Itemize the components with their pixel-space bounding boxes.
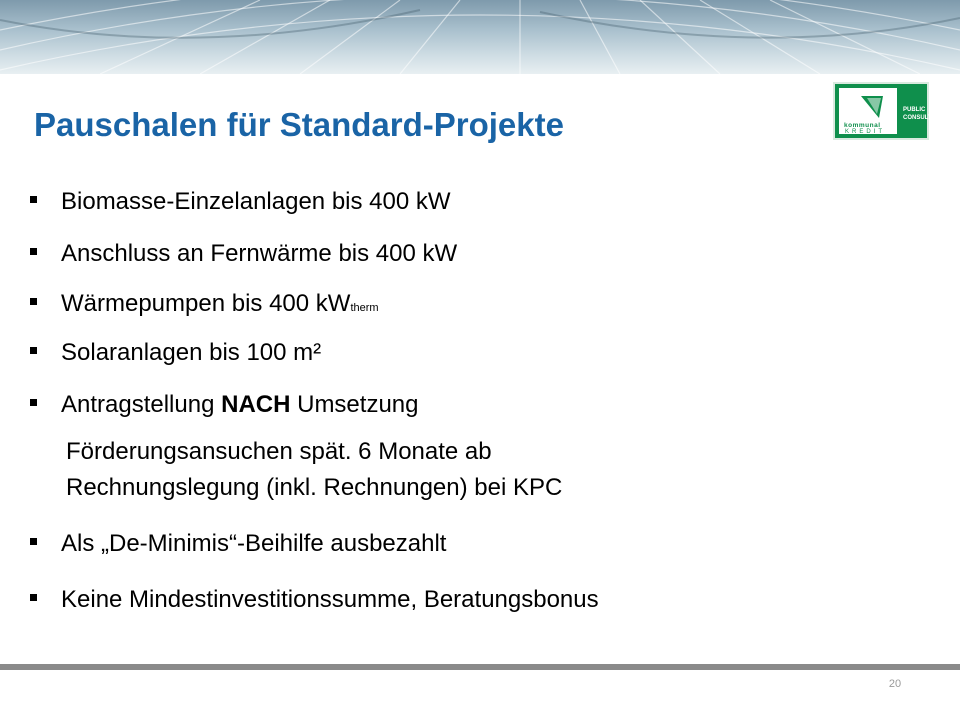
header-banner-image: [0, 0, 960, 74]
bullet-text: Anschluss an Fernwärme bis 400 kW: [61, 240, 458, 267]
bullet-item: [30, 240, 457, 268]
bullet-note: [66, 434, 562, 506]
square-bullet-icon: [30, 399, 37, 406]
bullet-item: [30, 586, 599, 614]
bullet-text: Biomasse-Einzelanlagen bis 400 kW: [61, 188, 451, 215]
bullet-text-bold: NACH: [221, 391, 291, 418]
logo-brand-line1: kommunal: [844, 122, 881, 129]
square-bullet-icon: [30, 196, 37, 203]
logo-brand-line2: KREDIT: [845, 129, 886, 135]
square-bullet-icon: [30, 347, 37, 354]
slide-title: Pauschalen für Standard-Projekte: [34, 106, 564, 143]
bullet-text: Wärmepumpen bis 400 kW: [61, 290, 351, 317]
logo-side-line2: CONSULTING: [903, 115, 943, 121]
logo-emblem: [839, 88, 897, 134]
bullet-item: [30, 530, 446, 558]
footer-divider: [0, 664, 960, 670]
bullet-item: [30, 339, 321, 367]
bullet-item: [30, 391, 419, 419]
logo-side-line1: PUBLIC: [903, 107, 926, 113]
square-bullet-icon: [30, 538, 37, 545]
note-line: Förderungsansuchen spät. 6 Monate ab: [66, 438, 492, 465]
bullet-item: [30, 290, 379, 318]
bullet-text: Solaranlagen bis 100 m²: [61, 339, 322, 366]
bullet-text: Keine Mindestinvestitionssumme, Beratungsbonus: [61, 586, 599, 613]
bullet-subscript: therm: [350, 302, 379, 314]
page-number: 20: [888, 678, 902, 690]
kommunalkredit-logo: [833, 82, 943, 140]
bullet-item: [30, 188, 451, 216]
logo-side-text: [903, 106, 943, 122]
square-bullet-icon: [30, 594, 37, 601]
square-bullet-icon: [30, 248, 37, 255]
bullet-text: Als „De-Minimis“-Beihilfe ausbezahlt: [61, 530, 447, 557]
bullet-text-before: Antragstellung: [61, 391, 222, 418]
square-bullet-icon: [30, 298, 37, 305]
glass-roof-graphic: [0, 0, 960, 74]
bullet-text-after: Umsetzung: [290, 391, 419, 418]
tree-icon: [859, 94, 885, 120]
note-line: Rechnungslegung (inkl. Rechnungen) bei KPC: [66, 474, 563, 501]
